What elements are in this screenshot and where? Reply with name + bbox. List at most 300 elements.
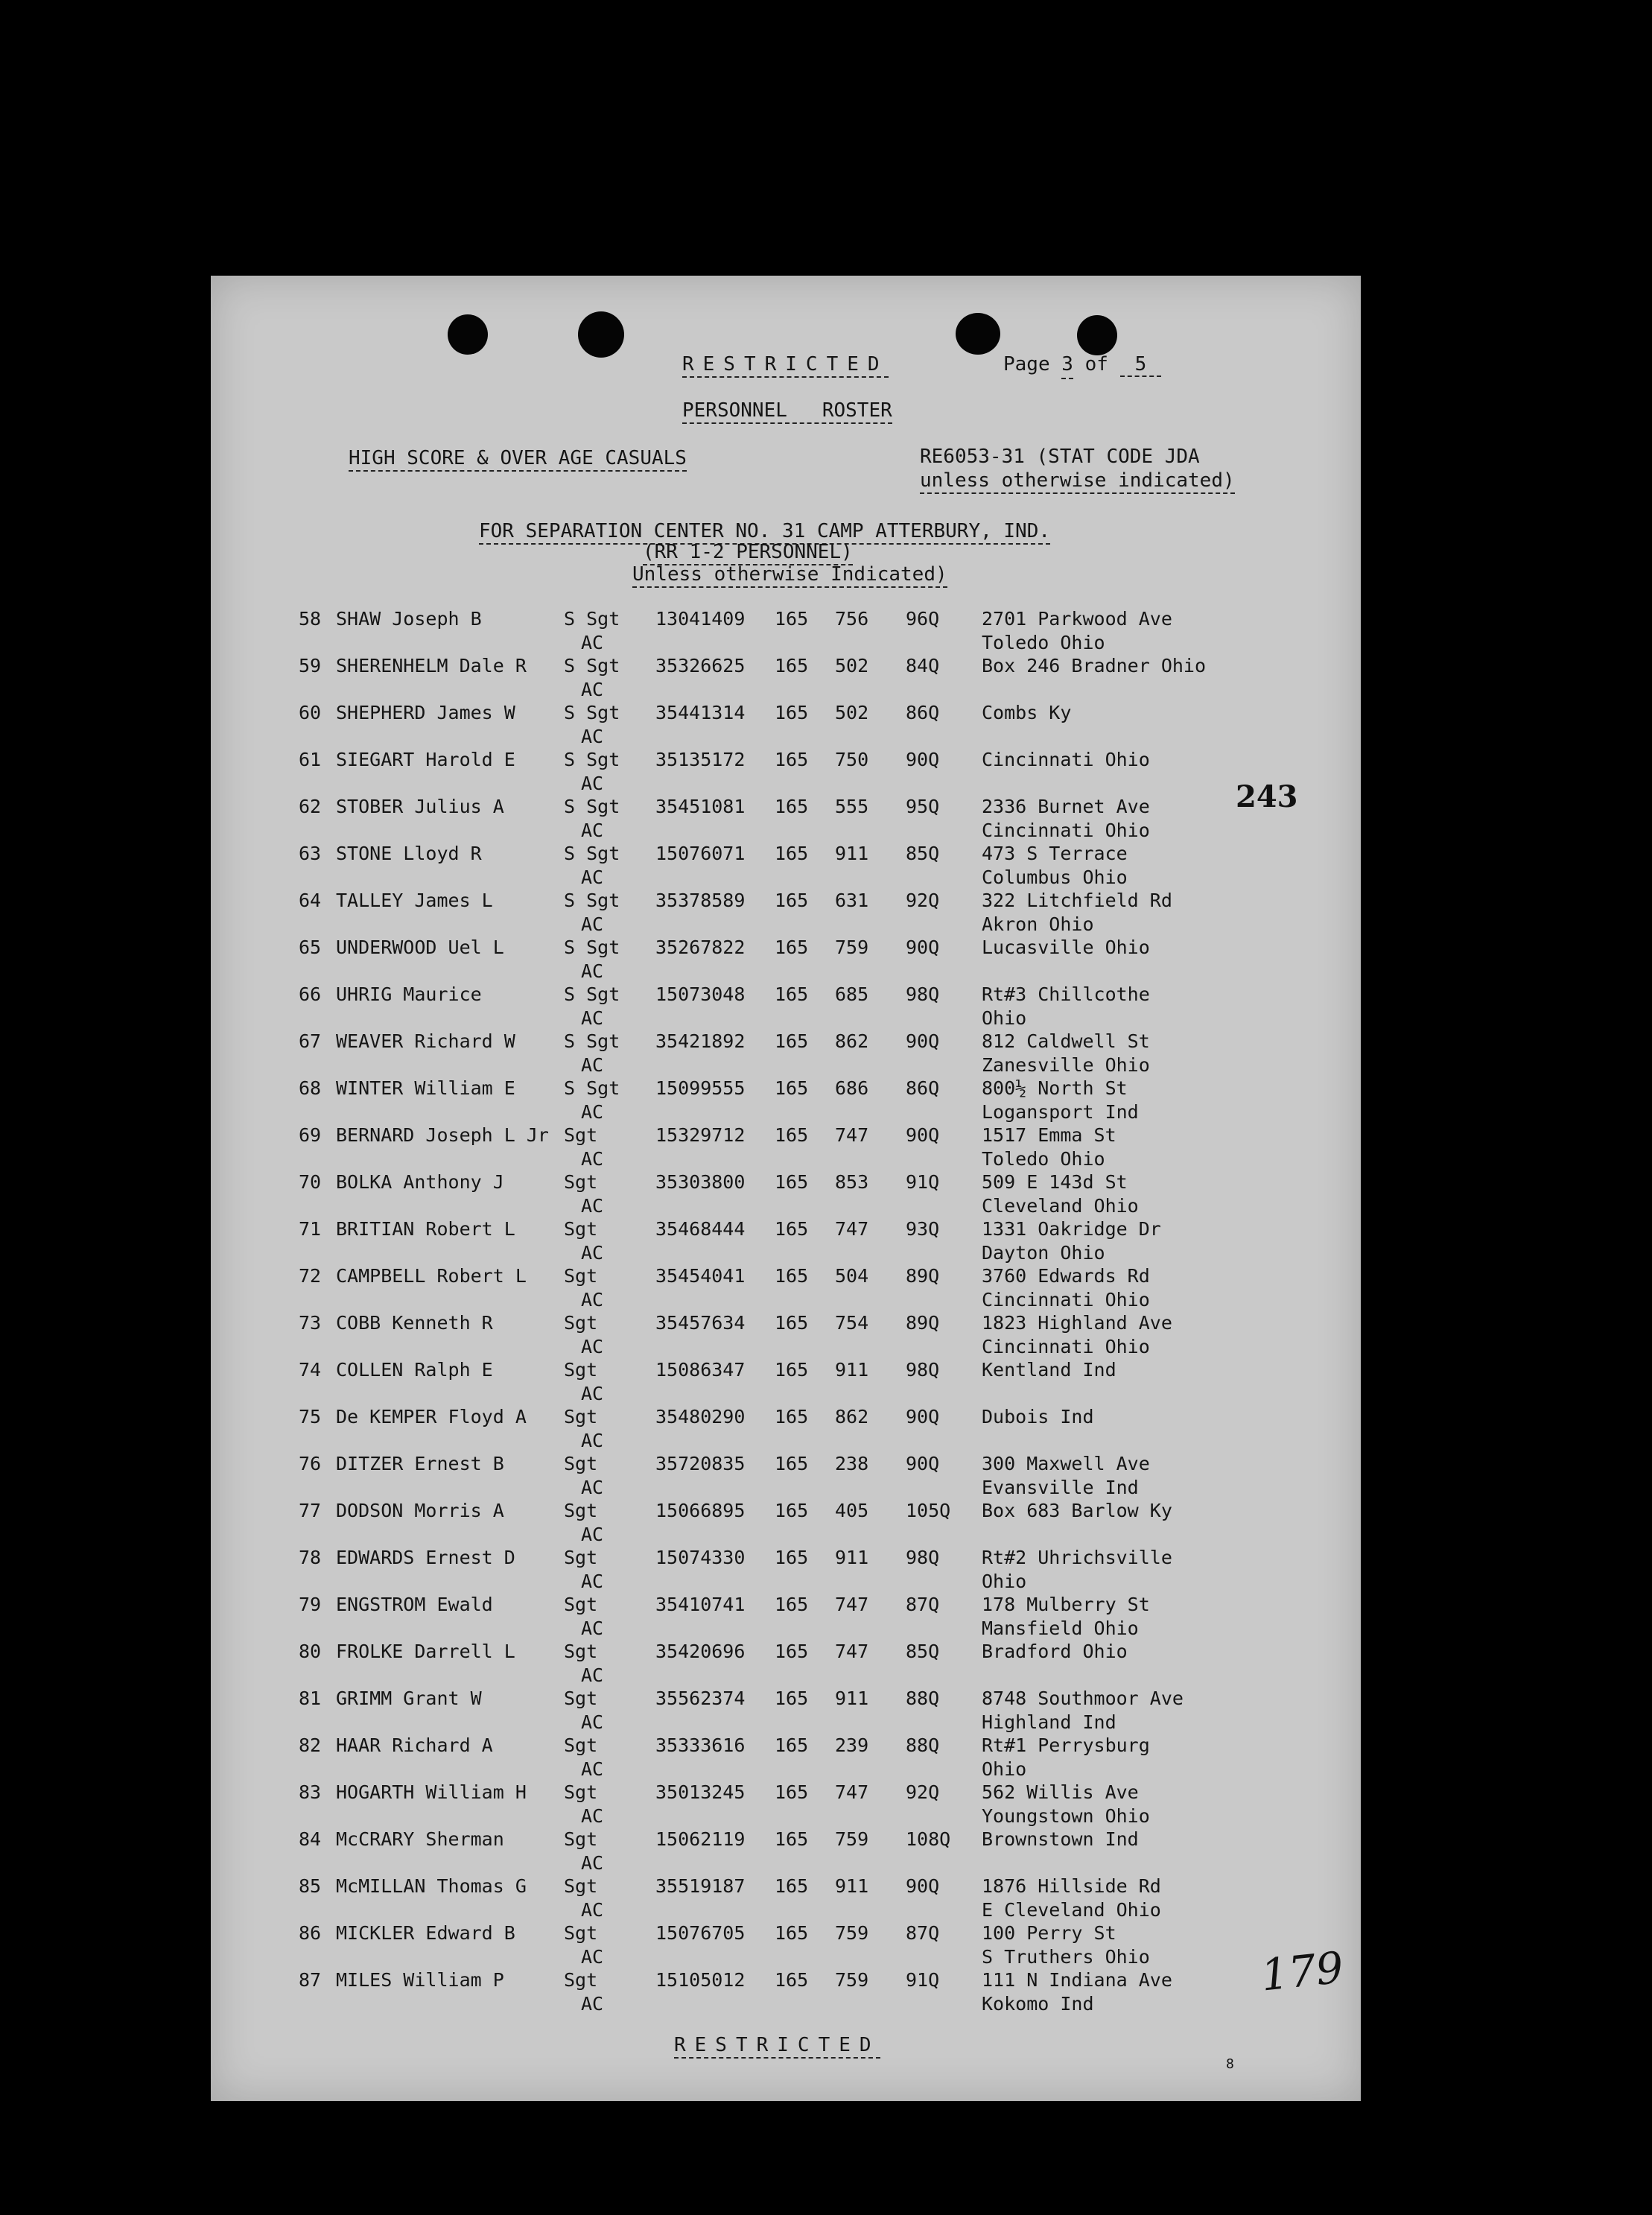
cell-addr1: Kentland Ind [982, 1359, 1116, 1381]
cell-rank: Sgt [564, 1359, 598, 1381]
cell-name: WEAVER Richard W [336, 1030, 515, 1052]
table-row [211, 797, 1361, 843]
cell-branch: AC [581, 679, 604, 700]
cell-branch: AC [581, 1711, 604, 1733]
cell-serial: 35421892 [655, 1030, 746, 1052]
cell-code: 165 [775, 1124, 809, 1146]
cell-addr1: 8748 Southmoor Ave [982, 1688, 1184, 1709]
cell-addr1: Lucasville Ohio [982, 937, 1150, 958]
table-row [211, 1877, 1361, 1923]
cell-mos: 405 [835, 1500, 869, 1521]
cell-addr1: 1823 Highland Ave [982, 1312, 1172, 1334]
restricted-footer: RESTRICTED [674, 2035, 880, 2059]
handwritten-number: 179 [1258, 1942, 1346, 2001]
cell-code: 165 [775, 937, 809, 958]
cell-addr1: Bradford Ohio [982, 1641, 1128, 1662]
cell-addr1: Combs Ky [982, 702, 1072, 723]
cell-score: 98Q [906, 1547, 940, 1568]
table-row [211, 1548, 1361, 1594]
cell-num: 81 [299, 1688, 322, 1709]
cell-branch: AC [581, 1805, 604, 1827]
table-row [211, 750, 1361, 796]
cell-addr2: Mansfield Ohio [982, 1617, 1139, 1639]
punch-hole [1077, 315, 1117, 355]
cell-addr1: Box 683 Barlow Ky [982, 1500, 1172, 1521]
cell-rank: Sgt [564, 1688, 598, 1709]
cell-rank: Sgt [564, 1406, 598, 1427]
cell-addr1: Rt#1 Perrysburg [982, 1734, 1150, 1756]
cell-num: 85 [299, 1875, 322, 1897]
cell-addr1: 562 Willis Ave [982, 1781, 1139, 1803]
cell-score: 90Q [906, 1875, 940, 1897]
cell-num: 75 [299, 1406, 322, 1427]
cell-addr1: 300 Maxwell Ave [982, 1453, 1150, 1474]
cell-name: COBB Kenneth R [336, 1312, 493, 1334]
cell-num: 67 [299, 1030, 322, 1052]
cell-rank: Sgt [564, 1547, 598, 1568]
table-row [211, 656, 1361, 703]
cell-name: McCRARY Sherman [336, 1828, 504, 1850]
cell-code: 165 [775, 1547, 809, 1568]
cell-code: 165 [775, 1453, 809, 1474]
cell-serial: 35451081 [655, 796, 746, 817]
cell-branch: AC [581, 1758, 604, 1780]
cell-branch: AC [581, 820, 604, 841]
cell-branch: AC [581, 1054, 604, 1076]
cell-branch: AC [581, 1101, 604, 1123]
cell-branch: AC [581, 773, 604, 794]
cell-code: 165 [775, 608, 809, 630]
cell-score: 91Q [906, 1171, 940, 1193]
cell-num: 84 [299, 1828, 322, 1850]
table-row [211, 1971, 1361, 2017]
cell-score: 90Q [906, 749, 940, 770]
cell-addr1: 1876 Hillside Rd [982, 1875, 1161, 1897]
cell-score: 95Q [906, 796, 940, 817]
cell-branch: AC [581, 866, 604, 888]
cell-num: 69 [299, 1124, 322, 1146]
cell-branch: AC [581, 1524, 604, 1545]
cell-mos: 759 [835, 937, 869, 958]
table-row [211, 1454, 1361, 1501]
cell-addr1: Dubois Ind [982, 1406, 1094, 1427]
cell-score: 96Q [906, 608, 940, 630]
cell-addr1: 178 Mulberry St [982, 1594, 1150, 1615]
cell-branch: AC [581, 1664, 604, 1686]
cell-name: BERNARD Joseph L Jr [336, 1124, 549, 1146]
restricted-header: RESTRICTED [682, 355, 889, 378]
cell-branch: AC [581, 1617, 604, 1639]
table-row [211, 1360, 1361, 1407]
cell-name: FROLKE Darrell L [336, 1641, 515, 1662]
cell-name: MILES William P [336, 1969, 504, 1991]
cell-score: 90Q [906, 1030, 940, 1052]
cell-score: 89Q [906, 1312, 940, 1334]
table-row [211, 1173, 1361, 1219]
cell-serial: 15073048 [655, 983, 746, 1005]
cell-branch: AC [581, 913, 604, 935]
cell-addr2: Ohio [982, 1758, 1027, 1780]
cell-branch: AC [581, 960, 604, 982]
cell-rank: Sgt [564, 1969, 598, 1991]
personnel-group: (RR 1-2 PERSONNEL) [643, 542, 853, 565]
cell-branch: AC [581, 1477, 604, 1498]
stat-code-line-1: RE6053-31 (STAT CODE JDA [920, 446, 1200, 468]
table-row [211, 1220, 1361, 1266]
cell-serial: 35267822 [655, 937, 746, 958]
cell-code: 165 [775, 1828, 809, 1850]
cell-serial: 13041409 [655, 608, 746, 630]
cell-serial: 15086347 [655, 1359, 746, 1381]
cell-name: STOBER Julius A [336, 796, 504, 817]
cell-addr2: Cincinnati Ohio [982, 820, 1150, 841]
cell-name: STONE Lloyd R [336, 843, 482, 864]
cell-rank: S Sgt [564, 796, 620, 817]
cell-serial: 35326625 [655, 655, 746, 676]
cell-code: 165 [775, 1265, 809, 1287]
cell-code: 165 [775, 1922, 809, 1944]
table-row [211, 1079, 1361, 1125]
cell-score: 85Q [906, 843, 940, 864]
table-row [211, 1924, 1361, 1970]
cell-name: WINTER William E [336, 1077, 515, 1099]
cell-rank: S Sgt [564, 749, 620, 770]
cell-name: TALLEY James L [336, 890, 493, 911]
cell-code: 165 [775, 749, 809, 770]
stamp-number: 243 [1236, 779, 1298, 814]
cell-addr2: Dayton Ohio [982, 1242, 1105, 1264]
table-row [211, 1595, 1361, 1641]
cell-num: 82 [299, 1734, 322, 1756]
cell-addr1: 111 N Indiana Ave [982, 1969, 1172, 1991]
cell-code: 165 [775, 1734, 809, 1756]
cell-mos: 504 [835, 1265, 869, 1287]
cell-serial: 15076705 [655, 1922, 746, 1944]
cell-score: 90Q [906, 1124, 940, 1146]
punch-hole [956, 313, 1000, 355]
cell-mos: 862 [835, 1406, 869, 1427]
page-total: 5 [1120, 353, 1162, 377]
cell-addr1: 509 E 143d St [982, 1171, 1128, 1193]
cell-score: 86Q [906, 702, 940, 723]
cell-serial: 35562374 [655, 1688, 746, 1709]
table-row [211, 1642, 1361, 1688]
cell-code: 165 [775, 1406, 809, 1427]
roster-subtitle: HIGH SCORE & OVER AGE CASUALS [349, 449, 687, 472]
cell-serial: 35457634 [655, 1312, 746, 1334]
cell-num: 74 [299, 1359, 322, 1381]
cell-code: 165 [775, 983, 809, 1005]
cell-score: 92Q [906, 1781, 940, 1803]
cell-name: SHAW Joseph B [336, 608, 482, 630]
cell-num: 62 [299, 796, 322, 817]
cell-serial: 15329712 [655, 1124, 746, 1146]
cell-num: 87 [299, 1969, 322, 1991]
cell-num: 72 [299, 1265, 322, 1287]
cell-branch: AC [581, 1430, 604, 1451]
cell-addr1: Cincinnati Ohio [982, 749, 1150, 770]
cell-name: BOLKA Anthony J [336, 1171, 504, 1193]
cell-branch: AC [581, 1946, 604, 1968]
cell-serial: 15105012 [655, 1969, 746, 1991]
punch-hole [578, 311, 624, 358]
cell-score: 98Q [906, 1359, 940, 1381]
cell-code: 165 [775, 1875, 809, 1897]
cell-branch: AC [581, 1336, 604, 1357]
table-row [211, 938, 1361, 984]
cell-addr2: Ohio [982, 1007, 1027, 1029]
cell-num: 63 [299, 843, 322, 864]
cell-code: 165 [775, 843, 809, 864]
cell-addr1: 2701 Parkwood Ave [982, 608, 1172, 630]
cell-score: 86Q [906, 1077, 940, 1099]
cell-serial: 15062119 [655, 1828, 746, 1850]
cell-addr2: Logansport Ind [982, 1101, 1139, 1123]
cell-addr2: Cleveland Ohio [982, 1195, 1139, 1217]
stat-code-line-2: unless otherwise indicated) [920, 471, 1235, 494]
cell-name: De KEMPER Floyd A [336, 1406, 527, 1427]
cell-addr1: Brownstown Ind [982, 1828, 1139, 1850]
cell-score: 91Q [906, 1969, 940, 1991]
cell-name: UNDERWOOD Uel L [336, 937, 504, 958]
cell-serial: 35480290 [655, 1406, 746, 1427]
cell-rank: Sgt [564, 1922, 598, 1944]
separation-center-title: FOR SEPARATION CENTER NO. 31 CAMP ATTERBURY, IND. [479, 522, 1050, 545]
cell-mos: 747 [835, 1594, 869, 1615]
cell-addr2: S Truthers Ohio [982, 1946, 1150, 1968]
cell-name: CAMPBELL Robert L [336, 1265, 527, 1287]
cell-addr2: Cincinnati Ohio [982, 1289, 1150, 1311]
cell-serial: 15076071 [655, 843, 746, 864]
cell-name: UHRIG Maurice [336, 983, 482, 1005]
cell-branch: AC [581, 1007, 604, 1029]
cell-name: HOGARTH William H [336, 1781, 527, 1803]
cell-serial: 15099555 [655, 1077, 746, 1099]
cell-num: 79 [299, 1594, 322, 1615]
cell-rank: S Sgt [564, 937, 620, 958]
cell-num: 65 [299, 937, 322, 958]
table-row [211, 1830, 1361, 1876]
cell-serial: 35013245 [655, 1781, 746, 1803]
cell-rank: Sgt [564, 1828, 598, 1850]
cell-branch: AC [581, 1195, 604, 1217]
cell-mos: 911 [835, 1547, 869, 1568]
cell-code: 165 [775, 1030, 809, 1052]
cell-mos: 238 [835, 1453, 869, 1474]
cell-name: MICKLER Edward B [336, 1922, 515, 1944]
cell-score: 84Q [906, 655, 940, 676]
cell-branch: AC [581, 1899, 604, 1921]
cell-num: 58 [299, 608, 322, 630]
cell-score: 85Q [906, 1641, 940, 1662]
cell-score: 108Q [906, 1828, 951, 1850]
cell-num: 59 [299, 655, 322, 676]
cell-score: 93Q [906, 1218, 940, 1240]
cell-score: 90Q [906, 1406, 940, 1427]
cell-name: GRIMM Grant W [336, 1688, 482, 1709]
cell-rank: Sgt [564, 1875, 598, 1897]
cell-code: 165 [775, 1969, 809, 1991]
cell-name: McMILLAN Thomas G [336, 1875, 527, 1897]
cell-serial: 35420696 [655, 1641, 746, 1662]
cell-num: 61 [299, 749, 322, 770]
cell-addr1: 473 S Terrace [982, 843, 1128, 864]
cell-num: 73 [299, 1312, 322, 1334]
table-row [211, 1267, 1361, 1313]
cell-rank: S Sgt [564, 983, 620, 1005]
cell-serial: 35519187 [655, 1875, 746, 1897]
cell-score: 88Q [906, 1734, 940, 1756]
cell-rank: Sgt [564, 1124, 598, 1146]
cell-rank: S Sgt [564, 890, 620, 911]
cell-score: 90Q [906, 937, 940, 958]
cell-code: 165 [775, 890, 809, 911]
table-row [211, 891, 1361, 937]
cell-addr2: Evansville Ind [982, 1477, 1139, 1498]
table-row [211, 1689, 1361, 1735]
table-row [211, 1032, 1361, 1078]
table-row [211, 1501, 1361, 1547]
cell-addr2: Ohio [982, 1571, 1027, 1592]
cell-addr2: Columbus Ohio [982, 866, 1128, 888]
cell-serial: 35410741 [655, 1594, 746, 1615]
cell-addr2: Youngstown Ohio [982, 1805, 1150, 1827]
cell-mos: 239 [835, 1734, 869, 1756]
cell-addr2: Highland Ind [982, 1711, 1116, 1733]
cell-name: SHEPHERD James W [336, 702, 515, 723]
cell-rank: Sgt [564, 1265, 598, 1287]
cell-rank: Sgt [564, 1734, 598, 1756]
cell-code: 165 [775, 796, 809, 817]
table-row [211, 1314, 1361, 1360]
cell-num: 86 [299, 1922, 322, 1944]
cell-mos: 911 [835, 1688, 869, 1709]
cell-num: 64 [299, 890, 322, 911]
cell-mos: 747 [835, 1124, 869, 1146]
cell-addr1: Box 246 Bradner Ohio [982, 655, 1207, 676]
cell-rank: Sgt [564, 1500, 598, 1521]
cell-serial: 35333616 [655, 1734, 746, 1756]
cell-rank: Sgt [564, 1641, 598, 1662]
cell-rank: Sgt [564, 1453, 598, 1474]
cell-serial: 35441314 [655, 702, 746, 723]
cell-mos: 631 [835, 890, 869, 911]
cell-serial: 35454041 [655, 1265, 746, 1287]
page-number: 3 [1061, 353, 1073, 379]
cell-branch: AC [581, 726, 604, 747]
cell-num: 83 [299, 1781, 322, 1803]
cell-mos: 853 [835, 1171, 869, 1193]
cell-addr2: E Cleveland Ohio [982, 1899, 1161, 1921]
cell-score: 92Q [906, 890, 940, 911]
cell-num: 70 [299, 1171, 322, 1193]
cell-addr1: 3760 Edwards Rd [982, 1265, 1150, 1287]
cell-code: 165 [775, 1171, 809, 1193]
cell-serial: 35720835 [655, 1453, 746, 1474]
cell-mos: 759 [835, 1969, 869, 1991]
cell-rank: Sgt [564, 1312, 598, 1334]
cell-mos: 754 [835, 1312, 869, 1334]
cell-rank: S Sgt [564, 1077, 620, 1099]
cell-mos: 756 [835, 608, 869, 630]
cell-code: 165 [775, 702, 809, 723]
unless-indicated: Unless otherwise Indicated) [632, 565, 947, 588]
cell-name: HAAR Richard A [336, 1734, 493, 1756]
cell-serial: 15074330 [655, 1547, 746, 1568]
cell-name: ENGSTROM Ewald [336, 1594, 493, 1615]
cell-score: 87Q [906, 1922, 940, 1944]
cell-mos: 911 [835, 1359, 869, 1381]
cell-branch: AC [581, 1571, 604, 1592]
table-row [211, 1783, 1361, 1829]
cell-rank: S Sgt [564, 1030, 620, 1052]
cell-mos: 759 [835, 1922, 869, 1944]
cell-addr1: 322 Litchfield Rd [982, 890, 1172, 911]
cell-mos: 747 [835, 1218, 869, 1240]
cell-code: 165 [775, 1688, 809, 1709]
cell-addr2: Zanesville Ohio [982, 1054, 1150, 1076]
cell-addr1: 812 Caldwell St [982, 1030, 1150, 1052]
cell-code: 165 [775, 655, 809, 676]
roster-title: PERSONNEL ROSTER [682, 401, 892, 424]
cell-addr2: Akron Ohio [982, 913, 1094, 935]
table-row [211, 1126, 1361, 1172]
table-row [211, 985, 1361, 1031]
cell-num: 71 [299, 1218, 322, 1240]
cell-name: DODSON Morris A [336, 1500, 504, 1521]
cell-num: 78 [299, 1547, 322, 1568]
cell-serial: 35468444 [655, 1218, 746, 1240]
cell-score: 90Q [906, 1453, 940, 1474]
roster-page [211, 276, 1361, 2101]
cell-code: 165 [775, 1641, 809, 1662]
cell-rank: S Sgt [564, 608, 620, 630]
cell-addr2: Toledo Ohio [982, 632, 1105, 653]
cell-code: 165 [775, 1312, 809, 1334]
cell-addr1: 100 Perry St [982, 1922, 1116, 1944]
cell-addr1: Rt#3 Chillcothe [982, 983, 1150, 1005]
cell-code: 165 [775, 1077, 809, 1099]
cell-addr1: 1331 Oakridge Dr [982, 1218, 1161, 1240]
cell-mos: 502 [835, 655, 869, 676]
cell-mos: 750 [835, 749, 869, 770]
cell-addr2: Toledo Ohio [982, 1148, 1105, 1170]
cell-rank: Sgt [564, 1781, 598, 1803]
cell-addr1: 2336 Burnet Ave [982, 796, 1150, 817]
cell-score: 98Q [906, 983, 940, 1005]
cell-code: 165 [775, 1781, 809, 1803]
table-row [211, 703, 1361, 750]
cell-branch: AC [581, 1993, 604, 2015]
cell-addr2: Cincinnati Ohio [982, 1336, 1150, 1357]
cell-num: 68 [299, 1077, 322, 1099]
cell-name: SHERENHELM Dale R [336, 655, 527, 676]
cell-name: EDWARDS Ernest D [336, 1547, 515, 1568]
cell-serial: 35378589 [655, 890, 746, 911]
page-label: Page [1003, 353, 1050, 375]
table-row [211, 1407, 1361, 1454]
cell-mos: 759 [835, 1828, 869, 1850]
page-of: of [1084, 353, 1108, 375]
cell-score: 88Q [906, 1688, 940, 1709]
cell-rank: S Sgt [564, 655, 620, 676]
cell-mos: 502 [835, 702, 869, 723]
cell-name: DITZER Ernest B [336, 1453, 504, 1474]
cell-code: 165 [775, 1500, 809, 1521]
cell-mos: 747 [835, 1641, 869, 1662]
cell-name: BRITIAN Robert L [336, 1218, 515, 1240]
cell-addr1: 1517 Emma St [982, 1124, 1116, 1146]
